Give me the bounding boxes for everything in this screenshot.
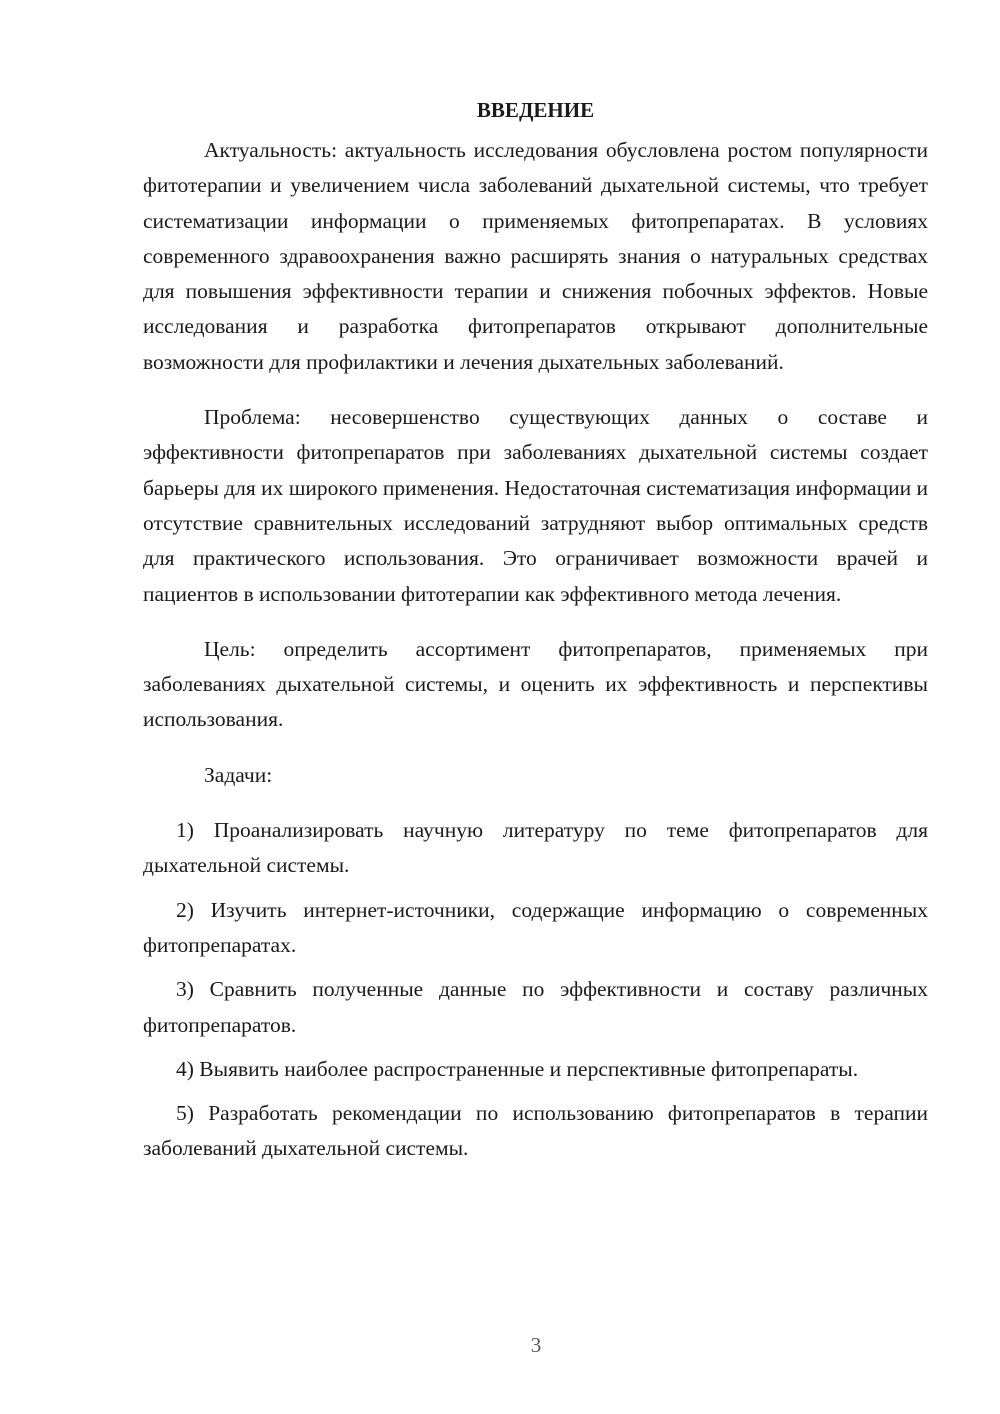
task-item: 3) Сравнить полученные данные по эффективности и составу различных фитопрепаратов.: [143, 977, 928, 1037]
page-number: 3: [530, 1333, 542, 1357]
task-item: 2) Изучить интернет-источники, содержащие информацию о современных фитопрепаратах.: [143, 897, 928, 957]
paragraph-relevance: Актуальность: актуальность исследования обусловлена ростом популярности фитотерапии и увеличением числа заболеваний дыхательной системы, что требует систематизации информации о применяемых фитопрепаратах. В условиях современного здравоохранения важно расширять знания о натуральных средствах для повышения эффективности терапии и снижения побочных эффектов. Новые исследования и разработка фитопрепаратов открывают дополнительные возможности для профилактики и лечения дыхательных заболеваний.: [143, 138, 928, 374]
tasks-heading: Задачи:: [204, 762, 273, 787]
task-item: 4) Выявить наиболее распространенные и перспективные фитопрепараты.: [176, 1056, 859, 1081]
paragraph-problem: Проблема: несовершенство существующих данных о составе и эффективности фитопрепаратов при заболеваниях дыхательной системы создает барьеры для их широкого применения. Недостаточная систематизация информации и отсутствие сравнительных исследований затрудняют выбор оптимальных средств для практического использования. Это ограничивает возможности врачей и пациентов в использовании фитотерапии как эффективного метода лечения.: [143, 405, 928, 606]
document-page: [143, 92, 928, 1167]
task-item: 1) Проанализировать научную литературу по теме фитопрепаратов для дыхательной системы.: [143, 818, 928, 878]
task-item: 5) Разработать рекомендации по использованию фитопрепаратов в терапии заболеваний дыхательной системы.: [143, 1101, 928, 1161]
section-title: ВВЕДЕНИЕ: [476, 98, 595, 122]
paragraph-goal: Цель: определить ассортимент фитопрепаратов, применяемых при заболеваниях дыхательной системы, и оценить их эффективность и перспективы использования.: [143, 636, 928, 732]
